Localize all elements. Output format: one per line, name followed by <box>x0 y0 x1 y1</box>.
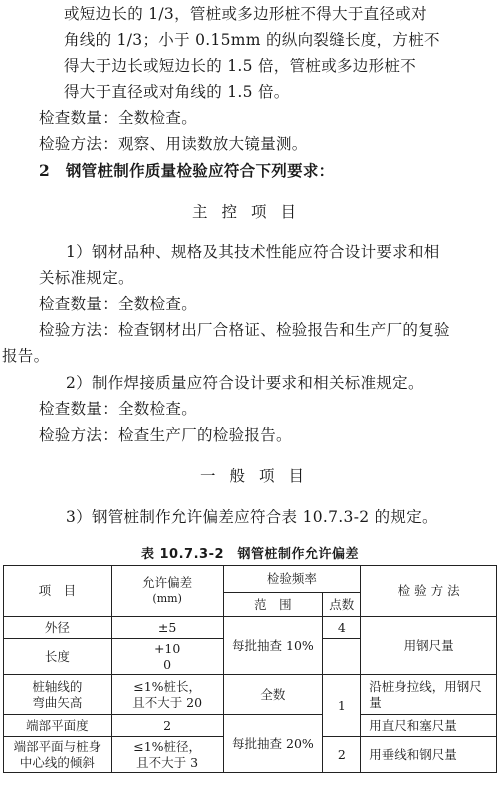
header-method: 检 验 方 法 <box>361 566 497 617</box>
header-tolerance-label: 允许偏差 <box>142 575 193 590</box>
cell-item-bending-b: 弯曲矢高 <box>32 694 83 710</box>
cell-tol-length-plus: +10 <box>153 640 181 656</box>
item-2: 2）制作焊接质量应符合设计要求和相关标准规定。 <box>66 374 424 392</box>
cell-scope-10pct: 每批抽查 10% <box>223 617 323 675</box>
cell-tol-tilt-a: ≤1%桩径， <box>133 738 202 754</box>
cell-item-bending <box>4 675 112 715</box>
body-line-2: 角线的 1/3；小于 0.15mm 的纵向裂缝长度，方桩不 <box>64 31 440 49</box>
general-items-heading: 一般项目 <box>200 467 319 485</box>
tolerance-table <box>3 565 497 773</box>
cell-item-outer-diameter: 外径 <box>4 617 112 639</box>
cell-tol-length-minus: 0 <box>163 656 172 672</box>
cell-points-length <box>323 639 361 675</box>
cell-points-outer-diameter: 4 <box>323 617 361 639</box>
table-row <box>4 675 497 715</box>
cell-tol-flatness: 2 <box>111 715 223 737</box>
cell-item-tilt <box>4 737 112 773</box>
main-control-heading: 主控项目 <box>192 203 311 221</box>
check-quantity-1: 检查数量：全数检查。 <box>39 109 198 127</box>
item-1-line-1: 1）钢材品种、规格及其技术性能应符合设计要求和相 <box>66 243 440 261</box>
table-header-row <box>4 566 497 593</box>
check-method-1: 检验方法：观察、用读数放大镜量测。 <box>39 135 308 153</box>
header-tolerance <box>111 566 223 617</box>
check-quantity-2: 检查数量：全数检查。 <box>39 295 198 313</box>
cell-method-steel-ruler: 用钢尺量 <box>361 617 497 675</box>
cell-method-straightedge: 用直尺和塞尺量 <box>361 715 497 737</box>
check-quantity-3: 检查数量：全数检查。 <box>39 400 198 418</box>
cell-tol-bending <box>111 675 223 715</box>
cell-tol-length <box>111 639 223 675</box>
cell-item-tilt-b: 中心线的倾斜 <box>19 754 95 770</box>
header-points: 点数 <box>323 593 361 617</box>
header-tolerance-unit: (mm) <box>152 592 182 605</box>
check-method-3: 检验方法：检查生产厂的检验报告。 <box>39 426 292 444</box>
cell-method-stringline: 沿桩身拉线，用钢尺量 <box>361 675 497 715</box>
table-row <box>4 617 497 639</box>
cell-scope-all: 全数 <box>223 675 323 715</box>
cell-item-bending-a: 桩轴线的 <box>32 678 83 694</box>
item-1-line-2: 关标准规定。 <box>39 269 134 287</box>
item-3: 3）钢管桩制作允许偏差应符合表 10.7.3-2 的规定。 <box>66 508 438 526</box>
cell-tol-tilt <box>111 737 223 773</box>
cell-item-tilt-a: 端部平面与桩身 <box>13 738 102 754</box>
cell-tol-bending-b: 且不大于 20 <box>132 694 203 710</box>
header-item: 项 目 <box>4 566 112 617</box>
section-2-heading: 2 钢管桩制作质量检验应符合下列要求： <box>39 161 335 180</box>
table-row <box>4 715 497 737</box>
body-line-3: 得大于边长或短边长的 1.5 倍，管桩或多边形桩不 <box>64 57 417 75</box>
body-line-4: 得大于直径或对角线的 1.5 倍。 <box>64 83 290 101</box>
cell-tol-tilt-b: 且不大于 3 <box>136 754 199 770</box>
header-scope: 范 围 <box>223 593 323 617</box>
check-method-2-cont: 报告。 <box>2 347 50 365</box>
cell-item-flatness: 端部平面度 <box>4 715 112 737</box>
header-frequency: 检验频率 <box>223 566 361 593</box>
table-caption: 表 10.7.3-2 钢管桩制作允许偏差 <box>140 547 360 562</box>
cell-item-length: 长度 <box>4 639 112 675</box>
cell-tol-outer-diameter: ±5 <box>111 617 223 639</box>
body-line-1: 或短边长的 1/3，管桩或多边形桩不得大于直径或对 <box>64 5 427 23</box>
cell-points-bending: 1 <box>323 675 361 737</box>
cell-scope-20pct: 每批抽查 20% <box>223 715 323 773</box>
cell-tol-bending-a: ≤1%桩长， <box>133 678 202 694</box>
cell-method-plumb: 用垂线和钢尺量 <box>361 737 497 773</box>
check-method-2: 检验方法：检查钢材出厂合格证、检验报告和生产厂的复验 <box>39 321 450 339</box>
cell-points-tilt: 2 <box>323 737 361 773</box>
